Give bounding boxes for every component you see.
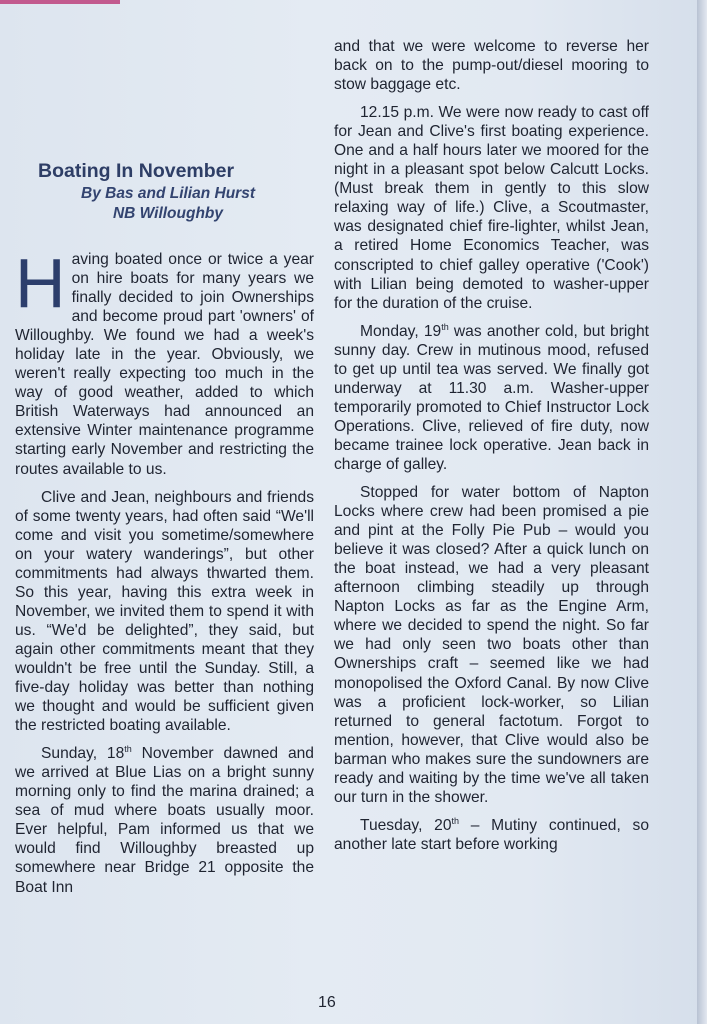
paragraph-1-text: aving boated once or twice a year on hire boats for many years we finally decided to join Ownerships and become proud part 'owners' of Willoughby. We found we had a week's holiday late in the year. Obviously, we weren't really expecting too much in the way of good weather, added to which British Waterways had announced an extensive Winter maintenance programme starting early November and restricting the routes available to us. (15, 251, 314, 478)
paragraph-5-start: Monday, 19 (360, 322, 442, 340)
top-corner-stripe (0, 0, 120, 4)
paragraph-7-rest: – Mutiny continued, so another late start before working (334, 816, 649, 853)
paragraph-3-start: Sunday, 18 (41, 745, 125, 763)
drop-cap: H (15, 244, 66, 322)
paragraph-5-rest: was another cold, but bright sunny day. Crew in mutinous mood, refused to get up until tea was served. We finally got underway at 11.30 a.m. Washer-upper temporarily promoted to Chief Instructor Lock Operations. Clive, relieved of fire duty, now became trainee lock operative. Jean back in charge of galley. (334, 322, 649, 473)
paragraph-4: 12.15 p.m. We were now ready to cast off for Jean and Clive's first boating experience. One and a half hours later we moored for the night in a pleasant spot below Calcutt Locks. (Must break them in gently to this slow relaxing way of life.) Clive, a Scoutmaster, was designated chief fire-lighter, whilst Jean, a retired Home Economics Teacher, was conscripted to chief galley operative ('Cook') with Lilian being demoted to washer-upper for the duration of the cruise. (334, 104, 649, 312)
ordinal-suffix: th (441, 321, 449, 332)
paragraph-7-start: Tuesday, 20 (360, 816, 452, 834)
paragraph-6: Stopped for water bottom of Napton Locks where crew had been promised a pie and pint at the Folly Pie Pub – would you believe it was closed? After a quick lunch on the boat instead, we had a very pleasant afternoon climbing steadily up through Napton Locks as far as the Engine Arm, where we decided to spend the night. So far we had only seen two boats other than Ownerships craft – seemed like we had monopolised the Oxford Canal. By now Clive was a proficient lock-worker, so Lilian returned to general factotum. Forgot to mention, however, that Clive would also be barman who makes sure the sundowners are ready and waiting by the time we've all taken our turn in the shower. (334, 484, 649, 806)
paragraph-5 (334, 322, 649, 474)
paragraph-3-rest: November dawned and we arrived at Blue Lias on a bright sunny morning only to find the marina drained; a sea of mud where boats usually moor. Ever helpful, Pam informed us that we would find Willoughby breasted up somewhere near Bridge 21 opposite the Boat Inn (15, 745, 314, 896)
left-column (15, 244, 314, 906)
ordinal-suffix: th (451, 815, 460, 826)
paragraph-1 (15, 244, 314, 479)
article-byline (38, 184, 298, 224)
paragraph-continued: and that we were welcome to reverse her back on to the pump-out/diesel mooring to stow baggage etc. (334, 38, 649, 94)
right-column (334, 37, 649, 863)
page-number: 16 (318, 994, 336, 1011)
byline-authors: By Bas and Lilian Hurst (81, 185, 255, 202)
article-title: Boating In November (38, 160, 235, 182)
paragraph-2: Clive and Jean, neighbours and friends of some twenty years, had often said “We'll come and visit you sometime/somewhere on your watery wanderings”, but other commitments had always thwarted them. So this year, having this extra week in November, we invited them to spend it with us. “We'd be delighted”, they said, but again other commitments meant that they wouldn't be free until the Sunday. Still, a five-day holiday was better than nothing we thought and would be sufficient given the restricted boating available. (15, 488, 314, 735)
page-edge-shadow (697, 0, 707, 1024)
ordinal-suffix: th (124, 743, 132, 754)
byline-boat: NB Willoughby (112, 205, 224, 222)
paragraph-7 (334, 816, 649, 854)
paragraph-3 (15, 744, 314, 896)
